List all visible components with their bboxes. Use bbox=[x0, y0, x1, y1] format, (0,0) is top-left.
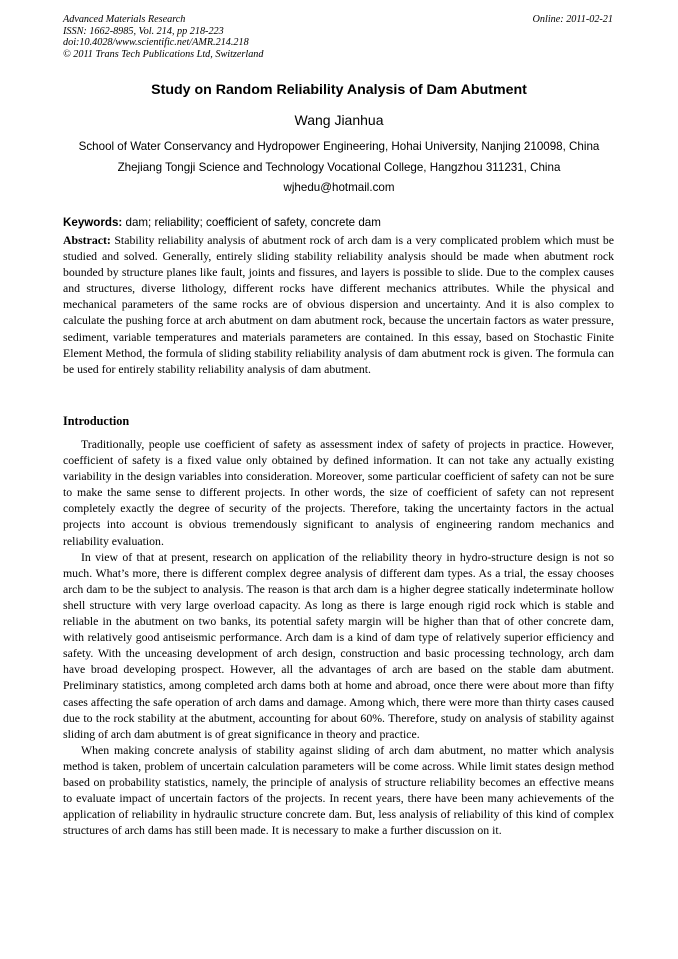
paper-title: Study on Random Reliability Analysis of Dam Abutment bbox=[151, 82, 527, 98]
paragraph: When making concrete analysis of stability against sliding of arch dam abutment, no matter which analysis method is taken, problem of uncertain calculation parameters will be come across. While limit states design method based on probability statistics, namely, the principle of analysis of structure reliability becomes an effective means to evaluate impact of uncertain factors of the projects. In recent years, there have been many achievements of the application of reliability in hydraulic structure concrete dam. But, less analysis of reliability of this kind of complex structures of arch dams has still been made. It is necessary to make a further discussion on it. bbox=[63, 742, 614, 838]
abstract-text: Stability reliability analysis of abutment rock of arch dam is a very complicated problem which must be studied and solved. Generally, entirely sliding stability reliability analysis should be made when abutment rock bounded by structure planes like fault, joints and fissures, and layers is possible to slide. Due to the complex causes and structures, diverse lithology, different rocks have different mechanics attributes. While the physical and mechanical parameters of the same rocks are of obvious dispersion and uncertainty. And it is also complex to calculate the pushing force at arch abutment on dam abutment rock, because the uncertain factors as water pressure, sediment, variable temperatures and materials parameters are contained. In this essay, based on Stochastic Finite Element Method, the formula of sliding stability reliability analysis of dam abutment rock is given. The formula can be used for entirely stability reliability analysis of dam abutment. bbox=[63, 233, 614, 376]
issn-line: ISSN: 1662-8985, Vol. 214, pp 218-223 bbox=[63, 25, 224, 37]
introduction-body bbox=[63, 436, 614, 838]
copyright-line: © 2011 Trans Tech Publications Ltd, Switzerland bbox=[63, 48, 264, 60]
affiliation-2: Zhejiang Tongji Science and Technology Vocational College, Hangzhou 311231, China bbox=[117, 161, 561, 174]
online-date: Online: 2011-02-21 bbox=[532, 14, 613, 25]
keywords-label: Keywords: bbox=[63, 216, 123, 229]
author-email: wjhedu@hotmail.com bbox=[283, 181, 395, 194]
affiliation-1: School of Water Conservancy and Hydropower Engineering, Hohai University, Nanjing 210098, China bbox=[78, 140, 600, 153]
author-name: Wang Jianhua bbox=[294, 112, 384, 128]
abstract-label: Abstract: bbox=[63, 233, 111, 247]
paragraph: Traditionally, people use coefficient of safety as assessment index of safety of projects in practice. However, coefficient of safety is a fixed value only obtained by defined information. It can not take any actually existing variability in the design variables into consideration. Moreover, some particular coefficient of safety can not be sure to make the same sense to different projects. In other words, the size of coefficient of safety can not represent completely exactly the degree of security of the projects. Therefore, taking the uncertainty factors in the actual projects into account is obvious tremendously significant to analysis of engineering random mechanics and reliability evaluation. bbox=[63, 437, 614, 548]
keywords-text: dam; reliability; coefficient of safety, concrete dam bbox=[122, 216, 381, 229]
doi-line: doi:10.4028/www.scientific.net/AMR.214.218 bbox=[63, 37, 249, 49]
publication-info bbox=[63, 14, 263, 60]
abstract bbox=[63, 232, 614, 377]
paragraph: In view of that at present, research on application of the reliability theory in hydro-structure design is not so much. What’s more, there is different complex degree analysis of different dam types. As a trial, the essay chooses arch dam to be the subject to analysis. The reason is that arch dam is a higher degree statically indeterminate hollow shell structure with very large overload capacity. As long as there is large enough rigid rock which is stable and reliable in the abutment on two banks, its potential safety margin will be higher than that of other concrete dam, with relatively good antiseismic performance. Arch dam is a kind of dam type of relatively superior efficiency and safety. With the unceasing development of arch design, construction and basic processing technology, arch dam have broad developing prospect. However, all the advantages of arch are based on the stable dam abutment. Preliminary statistics, among completed arch dams both at home and abroad, once there were about more than fifty cases affecting the safe operation of arch dams and damage. Among which, there were more than thirty cases caused due to the rock stability at the abutment, accounting for about 60%. Therefore, study on analysis of stability against sliding of arch dam abutment is of great significance in theory and practice. bbox=[63, 549, 614, 741]
journal-name: Advanced Materials Research bbox=[63, 14, 186, 25]
section-heading-introduction: Introduction bbox=[63, 414, 130, 428]
keywords bbox=[63, 216, 618, 229]
